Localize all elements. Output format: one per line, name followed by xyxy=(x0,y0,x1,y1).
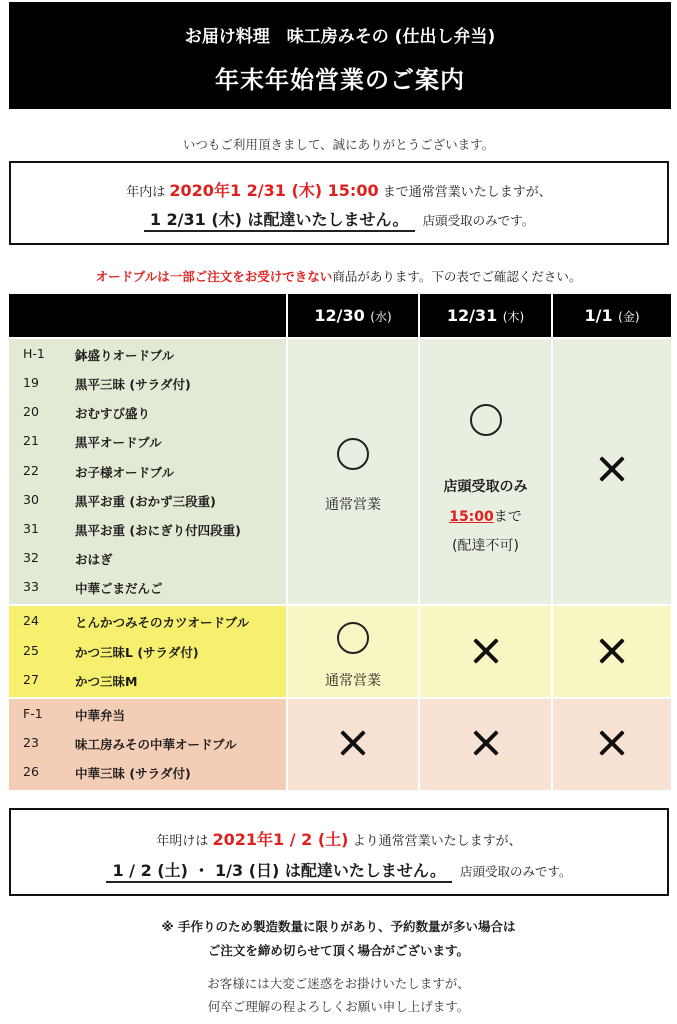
notice2-pre: 年明けは xyxy=(156,834,209,849)
group-green-status-1230 xyxy=(288,339,418,604)
unavailable-cross-icon xyxy=(598,637,626,665)
notice1-pickup-only: 店頭受取のみです。 xyxy=(422,213,535,228)
greeting-text: いつもご利用頂きまして、誠にありがとうございます。 xyxy=(182,137,495,152)
limit-note-line1: ※ 手作りのため製造数量に限りがあり、予約数量が多い場合は xyxy=(161,919,516,934)
column-header-0101: 1/1 (金) xyxy=(553,294,671,337)
unavailable-cross-icon xyxy=(598,729,626,757)
available-circle-icon xyxy=(337,438,369,470)
notice1-pre: 年内は xyxy=(126,185,166,200)
limit-note-line2: ご注文を締め切らせて頂く場合がございます。 xyxy=(207,943,470,958)
notice2-no-delivery: 1 / 2 (土) ・ 1/3 (日) は配達いたしません。 xyxy=(106,861,451,883)
unavailable-cross-icon xyxy=(472,729,500,757)
available-circle-icon xyxy=(470,404,502,436)
notice2-date: 2021年1 / 2 (土) xyxy=(212,830,349,849)
column-header-1230: 12/30 (水) xyxy=(288,294,418,337)
year-end-notice xyxy=(9,161,669,245)
notice2-pickup-only: 店頭受取のみです。 xyxy=(460,864,572,879)
status-label-pickup: 店頭受取のみ xyxy=(443,479,528,495)
status-label-time: 15:00まで xyxy=(449,509,522,525)
notice1-post: まで通常営業いたしますが、 xyxy=(382,185,552,200)
header-banner xyxy=(9,2,671,109)
apology-line2: 何卒ご理解の程よろしくお願い申し上げます。 xyxy=(207,999,470,1014)
new-year-notice xyxy=(9,808,669,896)
group-green-status-1231 xyxy=(420,339,551,604)
available-circle-icon xyxy=(337,622,369,654)
status-label-note: (配達不可) xyxy=(452,538,519,554)
apology-line1: お客様には大変ご迷惑をお掛けいたしますが、 xyxy=(207,976,470,991)
status-label: 通常営業 xyxy=(325,673,381,689)
caveat-rest: 商品があります。下の表でご確認ください。 xyxy=(332,269,582,284)
unavailable-cross-icon xyxy=(472,637,500,665)
notice1-date: 2020年1 2/31 (木) 15:00 xyxy=(169,181,379,200)
unavailable-cross-icon xyxy=(598,455,626,483)
caveat-text xyxy=(0,267,677,285)
column-header-1231: 12/31 (木) xyxy=(420,294,551,337)
table-header-blank xyxy=(9,294,286,337)
caveat-red: オードブルは一部ご注文をお受けできない xyxy=(95,269,333,284)
unavailable-cross-icon xyxy=(339,729,367,757)
notice1-no-delivery: 1 2/31 (木) は配達いたしません。 xyxy=(144,210,415,232)
page-title: 年末年始営業のご案内 xyxy=(215,66,465,94)
status-label: 通常営業 xyxy=(325,497,381,513)
notice2-post: より通常営業いたしますが、 xyxy=(352,834,522,849)
header-subtitle: お届け料理 味工房みその (仕出し弁当) xyxy=(184,27,496,47)
